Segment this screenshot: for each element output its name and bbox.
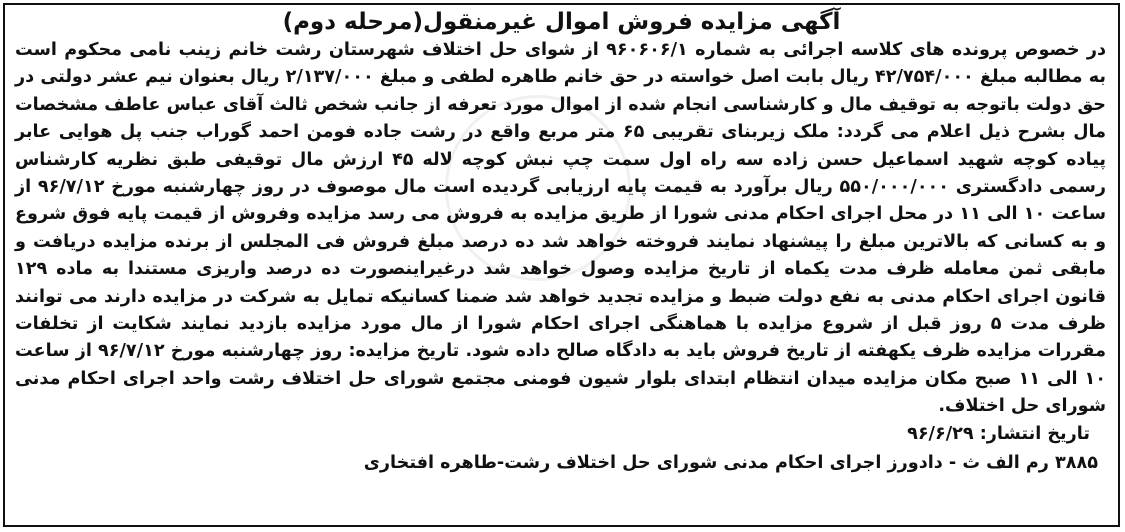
publication-date: تاریخ انتشار: ۹۶/۶/۲۹ (907, 423, 1090, 444)
notice-signature: ۳۸۸۵ رم الف ث - دادورز اجرای احکام مدنی شورای حل اختلاف رشت-طاهره افتخاری (363, 452, 1098, 473)
auction-notice (3, 3, 1120, 527)
notice-title: آگهی مزایده فروش اموال غیرمنقول(مرحله دوم) (282, 9, 841, 35)
notice-body: در خصوص پرونده های کلاسه اجرائی به شماره ۹۶۰۶۰۶/۱ از شوای حل اختلاف شهرستان رشت خانم زینب نامی محکوم است به مطالبه مبلغ ۴۲/۷۵۴/۰۰۰ ریال بابت اصل خواسته در حق خانم طاهره لطفی و مبلغ ۲/۱۳۷/۰۰۰ ریال بعنوان نیم عشر دولتی در حق دولت باتوجه به توقیف مال و کارشناسی انجام شده از اموال مورد تعرفه از جانب شخص ثالث آقای عباس عاطف مشخصات مال بشرح ذیل اعلام می گردد: ملک زیربنای تقریبی ۶۵ متر مربع واقع در رشت جاده فومن احمد گوراب جنب پل هوایی عابر پیاده کوچه شهید اسماعیل حسن زاده سه راه اول سمت چپ نبش کوچه لاله ۴۵ ارزش مال توقیفی طبق نظریه کارشناس رسمی دادگستری ۵۵۰/۰۰۰/۰۰۰ ریال برآورد به قیمت پایه ارزیابی گردیده است مال موصوف در روز چهارشنبه مورخ ۹۶/۷/۱۲ از ساعت ۱۰ الی ۱۱ در محل اجرای احکام مدنی شورا از طریق مزایده به فروش می رسد مزایده وفروش از قیمت پایه فوق شروع و به کسانی که بالاترین مبلغ را پیشنهاد نمایند فروخته خواهد شد ده درصد مبلغ فروش فی المجلس از برنده مزایده دریافت و مابقی ثمن معامله ظرف مدت یکماه از تاریخ مزایده وصول خواهد شد درغیراینصورت ده درصد واریزی مستندا به ماده ۱۲۹ قانون اجرای احکام مدنی به نفع دولت ضبط و مزایده تجدید خواهد شد ضمنا کسانیکه تمایل به شرکت در مزایده دارند می توانند ظرف مدت ۵ روز قبل از شروع مزایده با هماهنگی اجرای احکام شورا از مال مورد مزایده بازدید نمایند شکایت از تخلفات مقررات مزایده ظرف یکهفته از تاریخ فروش باید به دادگاه صالح داده شود. تاریخ مزایده: روز چهارشنبه مورخ ۹۶/۷/۱۲ از ساعت ۱۰ الی ۱۱ صبح مکان مزایده میدان انتظام ابتدای بلوار شیون فومنی مجتمع شورای حل اختلاف رشت واحد اجرای احکام مدنی شورای حل اختلاف. (15, 40, 1107, 417)
